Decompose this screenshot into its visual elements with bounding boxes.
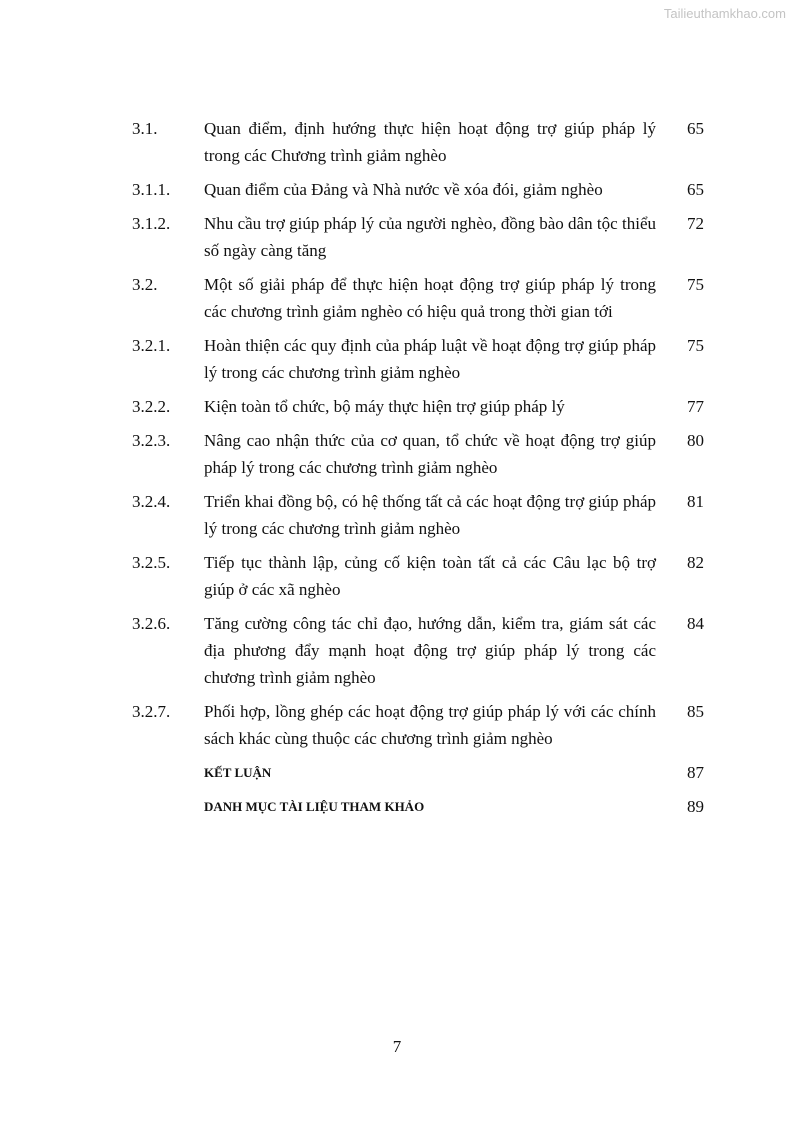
toc-row-references[interactable] [132,793,704,820]
table-of-contents [132,115,704,827]
toc-page: 65 [687,180,704,199]
toc-title: Phối hợp, lồng ghép các hoạt động trợ giúp pháp lý với các chính sách khác cùng thuộc các chương trình giảm nghèo [204,702,656,748]
toc-page: 82 [687,553,704,572]
toc-row[interactable] [132,115,704,169]
toc-page: 81 [687,492,704,511]
toc-number: 3.2.2. [132,397,171,416]
toc-page: 75 [687,275,704,294]
toc-row[interactable] [132,210,704,264]
toc-row[interactable] [132,549,704,603]
toc-page-conclusion: 87 [687,763,704,782]
toc-number: 3.1.1. [132,180,171,199]
toc-number: 3.1. [132,119,158,138]
toc-page: 72 [687,214,704,233]
toc-title-references: DANH MỤC TÀI LIỆU THAM KHẢO [204,799,425,814]
toc-title: Tăng cường công tác chỉ đạo, hướng dẫn, kiểm tra, giám sát các địa phương đẩy mạnh hoạt động trợ giúp pháp lý trong các chương trình giảm nghèo [204,614,656,687]
toc-row[interactable] [132,271,704,325]
toc-title: Hoàn thiện các quy định của pháp luật về hoạt động trợ giúp pháp lý trong các chương trình giảm nghèo [204,336,656,382]
toc-title: Tiếp tục thành lập, củng cố kiện toàn tất cả các Câu lạc bộ trợ giúp ở các xã nghèo [204,553,656,599]
toc-page: 85 [687,702,704,721]
toc-title: Một số giải pháp để thực hiện hoạt động trợ giúp pháp lý trong các chương trình giảm nghèo có hiệu quả trong thời gian tới [204,275,656,321]
toc-page: 80 [687,431,704,450]
watermark: Tailieuthamkhao.com [663,6,786,21]
toc-number: 3.2.3. [132,431,171,450]
toc-title: Quan điểm của Đảng và Nhà nước về xóa đói, giảm nghèo [204,180,603,199]
toc-row-conclusion[interactable] [132,759,704,786]
toc-number: 3.2.1. [132,336,171,355]
toc-page-references: 89 [687,797,704,816]
toc-row[interactable] [132,427,704,481]
toc-title: Nhu cầu trợ giúp pháp lý của người nghèo, đồng bào dân tộc thiểu số ngày càng tăng [204,214,656,260]
toc-number: 3.2.5. [132,553,171,572]
toc-title: Nâng cao nhận thức của cơ quan, tổ chức về hoạt động trợ giúp pháp lý trong các chương trình giảm nghèo [204,431,656,477]
toc-page: 77 [687,397,704,416]
toc-row[interactable] [132,698,704,752]
toc-title: Kiện toàn tổ chức, bộ máy thực hiện trợ giúp pháp lý [204,397,565,416]
toc-row[interactable] [132,610,704,691]
toc-page: 65 [687,119,704,138]
toc-row[interactable] [132,176,704,203]
toc-title-conclusion: KẾT LUẬN [204,765,272,780]
toc-number: 3.2.4. [132,492,171,511]
toc-number: 3.2. [132,275,158,294]
toc-row[interactable] [132,488,704,542]
toc-number: 3.2.7. [132,702,171,721]
toc-title: Quan điểm, định hướng thực hiện hoạt động trợ giúp pháp lý trong các Chương trình giảm nghèo [204,119,656,165]
toc-page: 75 [687,336,704,355]
toc-number: 3.1.2. [132,214,171,233]
toc-title: Triển khai đồng bộ, có hệ thống tất cả các hoạt động trợ giúp pháp lý trong các chương trình giảm nghèo [204,492,656,538]
toc-row[interactable] [132,332,704,386]
toc-row[interactable] [132,393,704,420]
toc-number: 3.2.6. [132,614,171,633]
toc-page: 84 [687,614,704,633]
page-number: 7 [392,1037,402,1056]
